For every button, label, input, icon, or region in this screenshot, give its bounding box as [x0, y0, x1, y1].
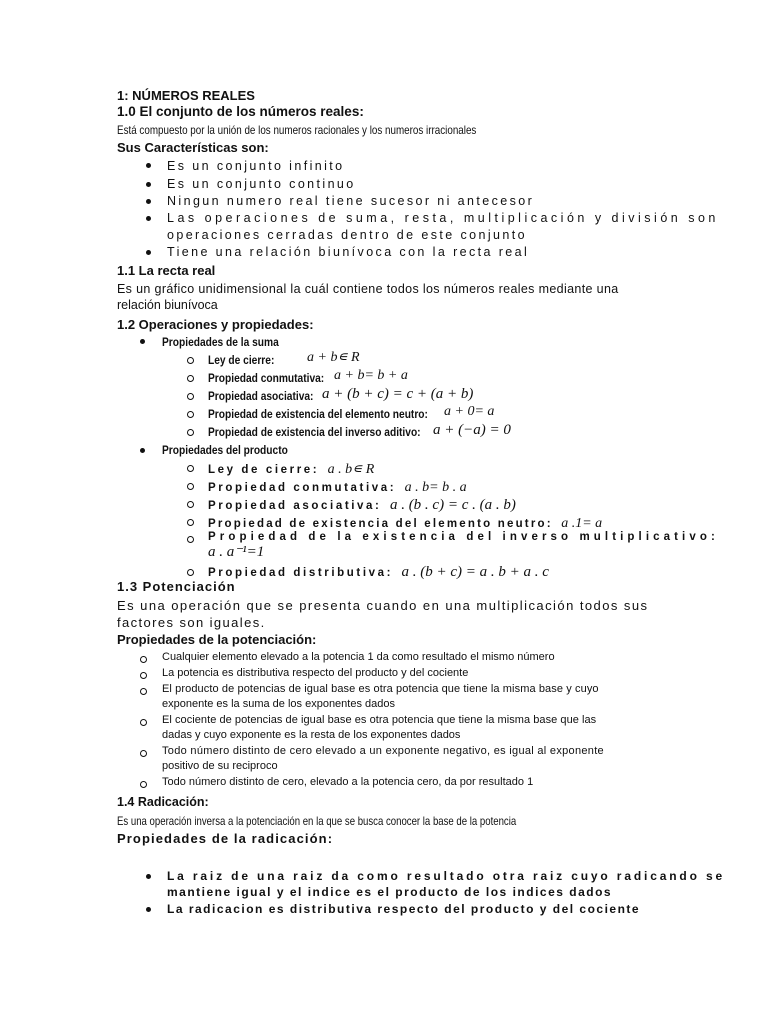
potenciation-property: El cociente de potencias de igual base es otra potencia que tiene la misma base que las [162, 714, 597, 726]
section-1-1-title: 1.1 La recta real [117, 263, 216, 278]
property-label: Propiedad conmutativa: [208, 482, 397, 494]
potenciation-property: Todo número distinto de cero elevado a un exponente negativo, es igual al exponente [162, 745, 604, 757]
potenciation-properties-title: Propiedades de la potenciación: [117, 632, 317, 647]
property-formula: a . b∊ R [327, 462, 375, 477]
bullet-icon [146, 216, 151, 221]
property-label: Propiedad de existencia del elemento neutro: [208, 407, 428, 421]
bullet-icon [146, 874, 151, 879]
characteristic-item: Es un conjunto infinito [167, 159, 345, 173]
property-label: Ley de cierre: [208, 464, 320, 476]
bullet-icon [140, 448, 145, 453]
circle-bullet-icon [140, 750, 147, 757]
property-formula: a . a⁻¹=1 [208, 544, 265, 560]
sum-property [208, 350, 360, 368]
characteristic-item: Tiene una relación biunívoca con la recta real [167, 245, 530, 259]
main-heading: 1: NÚMEROS REALES [117, 88, 255, 103]
product-property [208, 515, 602, 531]
potenciation-property: Todo número distinto de cero, elevado a la potencia cero, da por resultado 1 [162, 776, 534, 788]
section-1-0-title: 1.0 El conjunto de los números reales: [117, 104, 364, 119]
property-label: Propiedad de la existencia del inverso multiplicativo: [208, 531, 719, 543]
potenciation-property-continued: exponente es la suma de los exponentes dados [162, 698, 395, 710]
characteristics-title: Sus Características son: [117, 140, 269, 155]
circle-bullet-icon [140, 672, 147, 679]
potenciation-property: La potencia es distributiva respecto del producto y del cociente [162, 667, 469, 679]
circle-bullet-icon [187, 501, 194, 508]
sum-property [208, 422, 511, 440]
section-1-2-title: 1.2 Operaciones y propiedades: [117, 317, 314, 332]
circle-bullet-icon [187, 569, 194, 576]
property-label: Propiedad asociativa: [208, 389, 314, 403]
circle-bullet-icon [187, 483, 194, 490]
circle-bullet-icon [140, 656, 147, 663]
sum-property [208, 386, 474, 404]
bullet-icon [146, 907, 151, 912]
bullet-icon [146, 163, 151, 168]
section-1-1-text-continued: relación biunívoca [117, 298, 218, 312]
product-property [208, 564, 549, 580]
section-1-3-text-continued: factores son iguales. [117, 615, 266, 630]
property-formula: a + (−a) = 0 [433, 422, 511, 438]
property-formula: a + b= b + a [334, 368, 408, 383]
section-1-1-text: Es un gráfico unidimensional la cuál contiene todos los números reales mediante una [117, 282, 619, 296]
circle-bullet-icon [187, 465, 194, 472]
sum-properties-title: Propiedades de la suma [162, 335, 279, 349]
circle-bullet-icon [187, 411, 194, 418]
sum-property [208, 368, 408, 386]
property-formula: a + (b + c) = c + (a + b) [322, 386, 474, 402]
circle-bullet-icon [187, 429, 194, 436]
property-formula: a . (b . c) = c . (a . b) [389, 497, 516, 513]
circle-bullet-icon [187, 519, 194, 526]
characteristic-item: Ningun numero real tiene sucesor ni antecesor [167, 194, 535, 208]
potenciation-property-continued: positivo de su reciproco [162, 760, 278, 772]
bullet-icon [146, 250, 151, 255]
radication-property-continued: mantiene igual y el indice es el producto de los indices dados [167, 885, 613, 899]
circle-bullet-icon [187, 536, 194, 543]
characteristic-item: Las operaciones de suma, resta, multiplicación y división son [167, 211, 719, 225]
circle-bullet-icon [187, 375, 194, 382]
property-formula: a .1= a [561, 516, 603, 531]
bullet-icon [146, 182, 151, 187]
radication-property: La raiz de una raiz da como resultado otra raiz cuyo radicando se [167, 869, 726, 883]
product-property [208, 479, 467, 495]
property-formula: a + b∊ R [307, 350, 360, 365]
bullet-icon [140, 339, 145, 344]
section-1-4-title: 1.4 Radicación: [117, 795, 209, 809]
circle-bullet-icon [140, 781, 147, 788]
section-1-4-description: Es una operación inversa a la potenciación en la que se busca conocer la base de la potencia [117, 814, 517, 828]
section-1-3-title: 1.3 Potenciación [117, 579, 236, 594]
characteristic-item: Es un conjunto continuo [167, 177, 356, 191]
property-label: Propiedad conmutativa: [208, 371, 325, 385]
property-formula: a + 0= a [444, 404, 495, 419]
bullet-icon [146, 199, 151, 204]
sum-property [208, 404, 495, 422]
circle-bullet-icon [140, 688, 147, 695]
section-1-3-text: Es una operación que se presenta cuando en una multiplicación todos sus [117, 598, 649, 613]
circle-bullet-icon [140, 719, 147, 726]
property-formula: a . b= b . a [404, 480, 467, 495]
property-formula: a . (b + c) = a . b + a . c [401, 564, 549, 580]
section-1-0-description: Está compuesto por la unión de los numeros racionales y los numeros irracionales [117, 123, 477, 137]
potenciation-property: El producto de potencias de igual base es otra potencia que tiene la misma base y cuyo [162, 683, 599, 695]
property-label: Ley de cierre: [208, 353, 275, 367]
product-properties-title: Propiedades del producto [162, 443, 288, 457]
potenciation-property-continued: dadas y cuyo exponente es la resta de los exponentes dados [162, 729, 461, 741]
property-label: Propiedad asociativa: [208, 500, 382, 512]
product-property [208, 461, 374, 477]
potenciation-property: Cualquier elemento elevado a la potencia 1 da como resultado el mismo número [162, 651, 555, 663]
characteristic-item-continued: operaciones cerradas dentro de este conjunto [167, 228, 527, 242]
property-label: Propiedad de existencia del elemento neutro: [208, 518, 553, 530]
property-label: Propiedad distributiva: [208, 567, 394, 579]
radication-properties-title: Propiedades de la radicación: [117, 831, 334, 846]
product-property [208, 497, 516, 513]
circle-bullet-icon [187, 357, 194, 364]
radication-property: La radicacion es distributiva respecto del producto y del cociente [167, 902, 641, 916]
circle-bullet-icon [187, 393, 194, 400]
property-label: Propiedad de existencia del inverso aditivo: [208, 425, 421, 439]
